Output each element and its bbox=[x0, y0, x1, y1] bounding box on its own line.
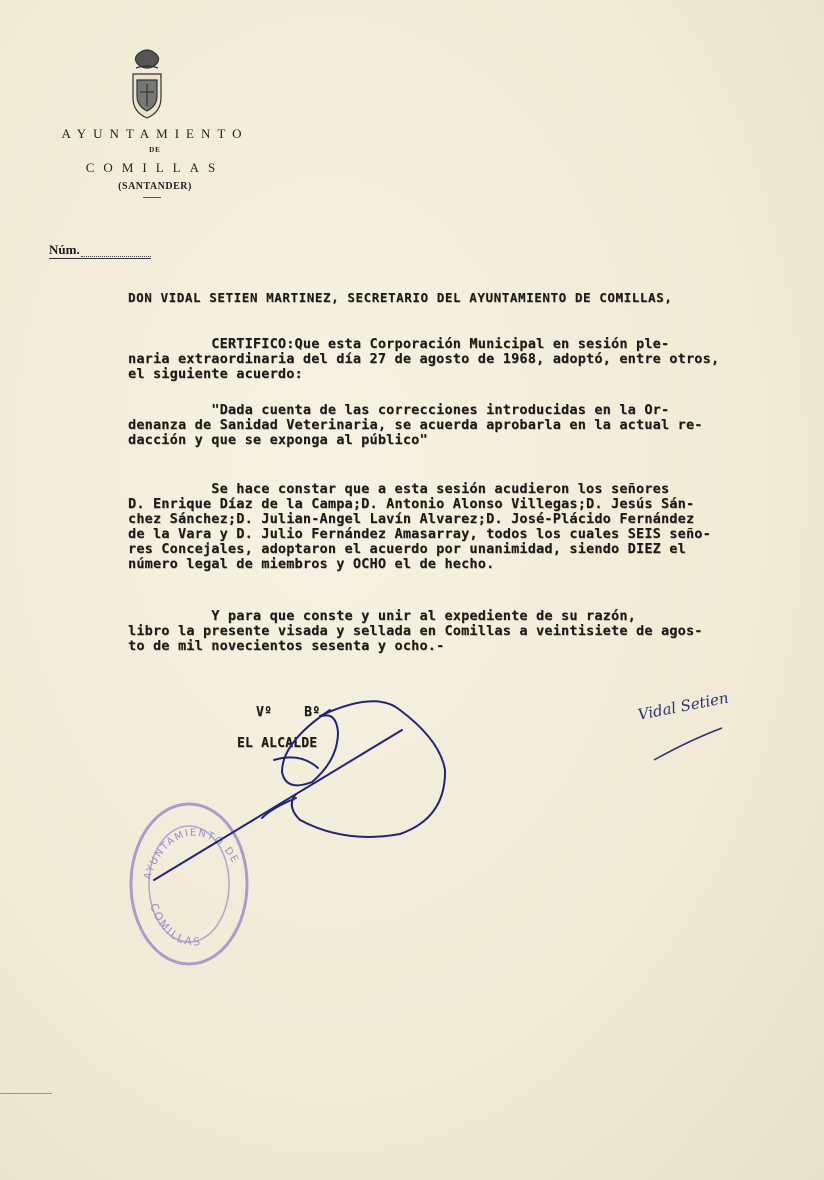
text-line: naria extraordinaria del día 27 de agosto de 1968, adoptó, entre otros, bbox=[128, 351, 720, 367]
text-line: dacción y que se exponga al público" bbox=[128, 432, 428, 448]
text-line: to de mil novecientos sesenta y ocho.- bbox=[128, 638, 445, 654]
secretary-signature-underline bbox=[654, 728, 722, 760]
text-line: res Concejales, adoptaron el acuerdo por unanimidad, siendo DIEZ el bbox=[128, 541, 686, 557]
number-label: Núm. bbox=[49, 242, 80, 257]
letterhead-town: COMILLAS bbox=[85, 160, 225, 175]
text-line: D. Enrique Díaz de la Campa;D. Antonio Alonso Villegas;D. Jesús Sán- bbox=[128, 496, 695, 512]
letterhead-de: DE bbox=[149, 146, 161, 154]
stamp-bottom-text: COMILLAS bbox=[147, 901, 203, 949]
text-line: chez Sánchez;D. Julian-Angel Lavín Alvarez;D. José-Plácido Fernández bbox=[128, 511, 695, 527]
secretary-signature: Vidal Setien bbox=[636, 688, 731, 724]
document-heading: DON VIDAL SETIEN MARTINEZ, SECRETARIO DEL AYUNTAMIENTO DE COMILLAS, bbox=[128, 290, 673, 305]
official-stamp bbox=[131, 804, 247, 964]
text-line: "Dada cuenta de las correcciones introducidas en la Or- bbox=[128, 402, 670, 418]
visto-bueno: Vº Bº bbox=[256, 705, 321, 720]
page-edge-mark bbox=[0, 1093, 52, 1094]
letterhead-title: AYUNTAMIENTO bbox=[61, 126, 249, 141]
text-line: Se hace constar que a esta sesión acudieron los señores bbox=[128, 481, 670, 497]
text-line: número legal de miembros y OCHO el de hecho. bbox=[128, 556, 495, 572]
text-line: de la Vara y D. Julio Fernández Amasarray, todos los cuales SEIS seño- bbox=[128, 526, 711, 542]
text-line: libro la presente visada y sellada en Comillas a veintisiete de agos- bbox=[128, 623, 703, 639]
stamp-top-text: AYUNTAMIENTO DE bbox=[142, 827, 241, 881]
text-line: CERTIFICO:Que esta Corporación Municipal en sesión ple- bbox=[128, 336, 670, 352]
mayor-signature bbox=[154, 701, 445, 880]
text-line: denanza de Sanidad Veterinaria, se acuerda aprobarla en la actual re- bbox=[128, 417, 703, 433]
text-line: el siguiente acuerdo: bbox=[128, 366, 303, 382]
alcalde-label: EL ALCALDE bbox=[237, 736, 318, 751]
text-line: Y para que conste y unir al expediente de su razón, bbox=[128, 608, 636, 624]
letterhead-province: (SANTANDER) bbox=[118, 181, 192, 192]
